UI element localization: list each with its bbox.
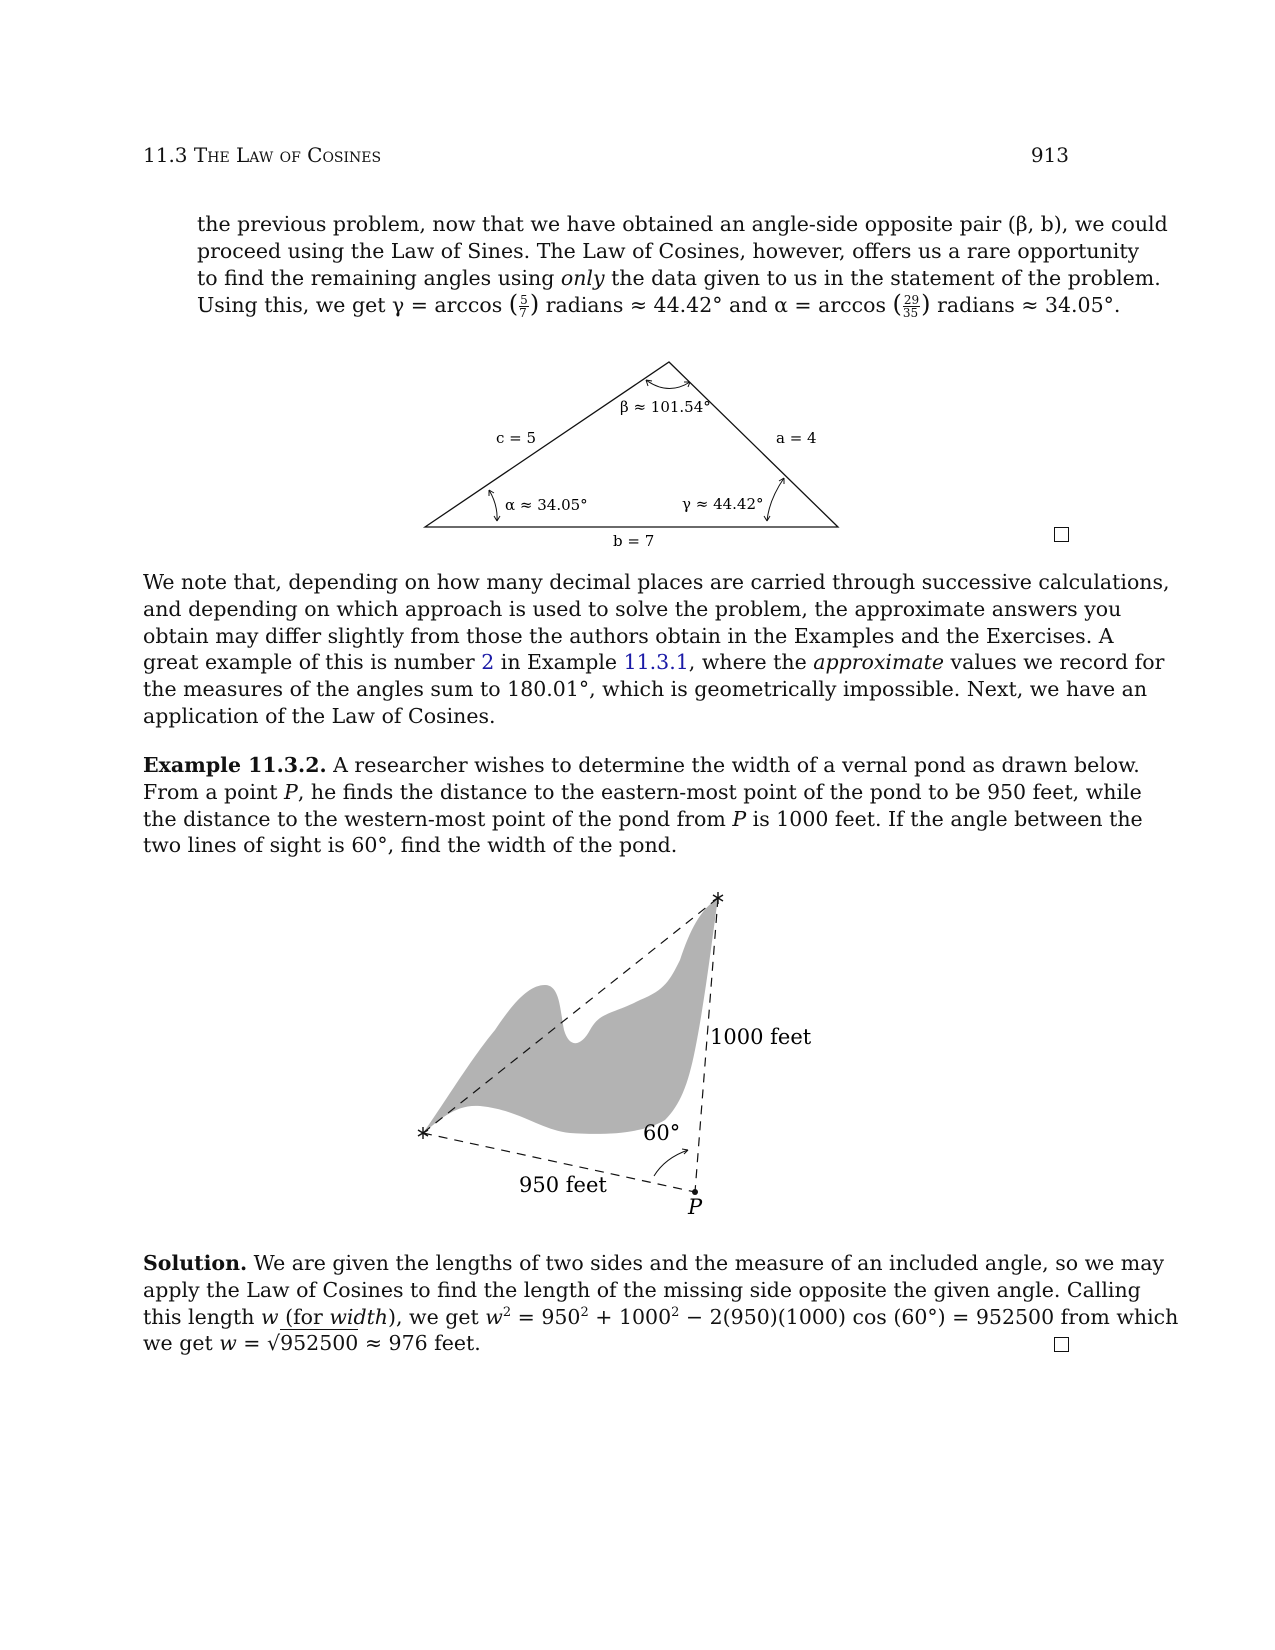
solution-label: Solution. bbox=[143, 1251, 248, 1275]
text-line: application of the Law of Cosines. bbox=[143, 703, 496, 728]
text-line bbox=[143, 1250, 1165, 1277]
text-span: is 1000 feet. If the angle between the bbox=[746, 806, 1143, 831]
text-span: the distance to the western-most point of the pond from bbox=[143, 806, 733, 831]
example-label: Example 11.3.2. bbox=[143, 753, 327, 777]
denominator: 35 bbox=[902, 306, 919, 321]
text-span: = √ bbox=[236, 1331, 281, 1356]
text-span: ≈ 976 feet. bbox=[358, 1331, 481, 1356]
math-var: P bbox=[284, 779, 298, 804]
text-line: obtain may differ slightly from those the authors obtain in the Examples and the Exercises. A bbox=[143, 623, 1114, 648]
text-line: and depending on which approach is used to solve the problem, the approximate answers you bbox=[143, 596, 1122, 621]
text-span: values we record for bbox=[944, 650, 1165, 675]
text-span: in Example bbox=[494, 650, 624, 675]
text-span: , where the bbox=[688, 650, 814, 675]
link-number-2[interactable]: 2 bbox=[481, 650, 495, 675]
alpha-label: α ≈ 34.05° bbox=[505, 496, 588, 514]
label-1000-feet: 1000 feet bbox=[710, 1025, 812, 1049]
text-span: to find the remaining angles using bbox=[197, 265, 561, 290]
denominator: 7 bbox=[519, 306, 527, 321]
text-span: ), we get bbox=[388, 1304, 486, 1329]
side-c-label: c = 5 bbox=[496, 429, 537, 447]
emphasis: approximate bbox=[813, 650, 944, 675]
text-line bbox=[143, 1330, 1069, 1357]
text-line: proceed using the Law of Sines. The Law of Cosines, however, offers us a rare opportunity bbox=[197, 238, 1140, 263]
text-line: two lines of sight is 60°, find the width of the pond. bbox=[143, 833, 678, 858]
text-line: Using this, we get γ = arccos ( $\frac{5}{7}$ ) radians ≈ 44.42° and α = arccos ( $\frac{29}{35}$ ) radians ≈ 34.05°. bbox=[197, 290, 1121, 321]
text-span: From a point bbox=[143, 779, 285, 804]
text-span: radians ≈ 34.05°. bbox=[930, 293, 1121, 318]
label-point-p: P bbox=[688, 1195, 703, 1219]
numerator: 29 bbox=[903, 293, 920, 308]
solution bbox=[143, 1250, 1179, 1357]
text-span: = 950 bbox=[511, 1304, 581, 1329]
numerator: 5 bbox=[520, 293, 528, 308]
radicand: 952500 bbox=[280, 1331, 359, 1356]
side-b-label: b = 7 bbox=[613, 532, 655, 550]
text-span: this length bbox=[143, 1304, 262, 1329]
text-span: A researcher wishes to determine the width of a vernal pond as drawn below. bbox=[326, 753, 1140, 777]
qed-symbol bbox=[1054, 1337, 1069, 1352]
label-950-feet: 950 feet bbox=[519, 1173, 607, 1197]
link-example-11-3-1[interactable]: 11.3.1 bbox=[623, 650, 689, 675]
superscript: 2 bbox=[502, 1304, 512, 1320]
text-span: (for bbox=[278, 1304, 330, 1329]
math-var: w bbox=[261, 1304, 279, 1329]
text-line: the measures of the angles sum to 180.01°, which is geometrically impossible. Next, we have an bbox=[143, 677, 1148, 702]
superscript: 2 bbox=[671, 1304, 680, 1320]
text-line bbox=[143, 1304, 1179, 1331]
text-line: the previous problem, now that we have obtained an angle-side opposite pair (β, b), we could bbox=[197, 212, 1168, 236]
text-span: great example of this is number bbox=[143, 650, 482, 675]
math-var: P bbox=[732, 806, 747, 831]
text-span: radians ≈ 44.42° and α = arccos bbox=[539, 293, 886, 318]
text-span: We are given the lengths of two sides and the measure of an included angle, so we may bbox=[247, 1251, 1165, 1275]
text-span: we get bbox=[143, 1331, 220, 1356]
gamma-label: γ ≈ 44.42° bbox=[682, 495, 764, 513]
page-number: 913 bbox=[1030, 143, 1069, 167]
emphasis: only bbox=[560, 265, 605, 290]
superscript: 2 bbox=[580, 1304, 589, 1320]
text-line: apply the Law of Cosines to find the length of the missing side opposite the given angle. Calling bbox=[143, 1277, 1141, 1302]
text-span: − 2(950)(1000) cos (60°) = 952500 from which bbox=[679, 1304, 1179, 1329]
text-span: the data given to us in the statement of the problem. bbox=[604, 265, 1161, 290]
section-title: 11.3 The Law of Cosines bbox=[143, 143, 382, 167]
text-span: + 1000 bbox=[588, 1304, 672, 1329]
beta-label: β ≈ 101.54° bbox=[620, 398, 711, 416]
text-line: We note that, depending on how many decimal places are carried through successive calculations, bbox=[143, 570, 1170, 594]
emphasis: width bbox=[329, 1304, 389, 1329]
text-span: Using this, we get γ = arccos bbox=[197, 293, 503, 318]
side-a-label: a = 4 bbox=[776, 429, 817, 447]
angle-arc bbox=[654, 1150, 688, 1176]
math-var: w bbox=[485, 1304, 503, 1329]
math-var: w bbox=[219, 1331, 237, 1356]
label-60-degrees: 60° bbox=[643, 1121, 681, 1145]
text-span: , he finds the distance to the eastern-most point of the pond to be 950 feet, while bbox=[297, 779, 1142, 804]
